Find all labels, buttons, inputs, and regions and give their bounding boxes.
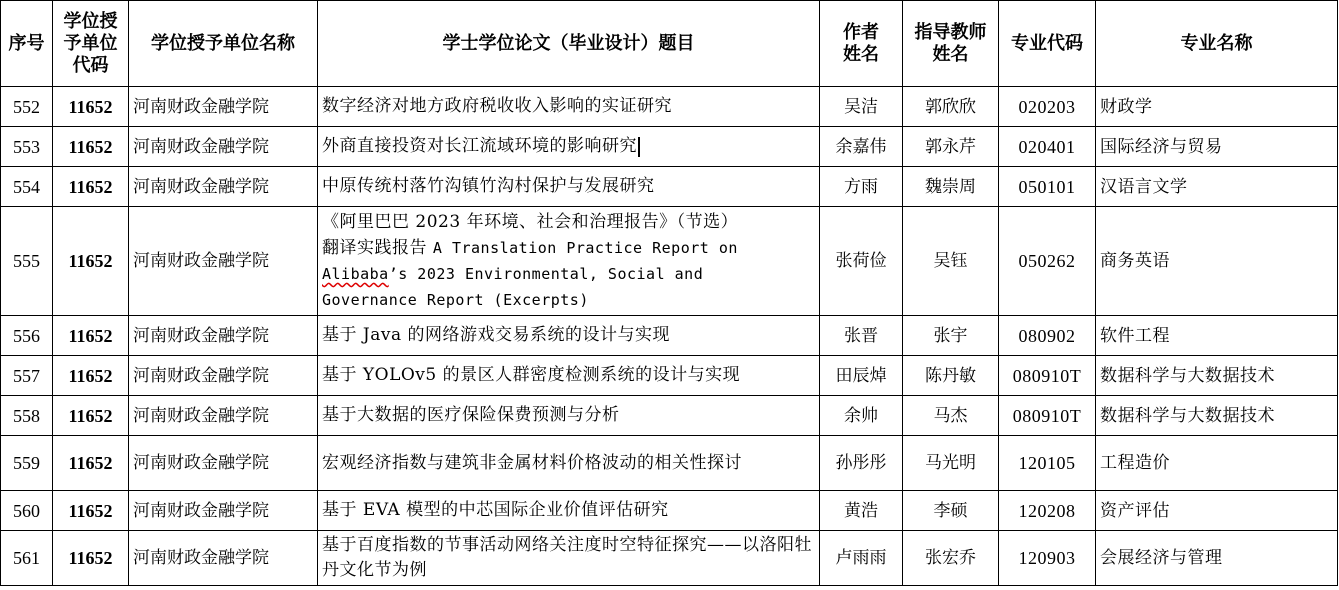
header-seq: 序号 (1, 1, 53, 87)
table-row (1, 396, 1338, 436)
cell-advisor: 郭欣欣 (903, 87, 999, 127)
header-thesis-title: 学士学位论文（毕业设计）题目 (318, 1, 820, 87)
cell-unit-code: 11652 (53, 87, 129, 127)
cell-unit-name: 河南财政金融学院 (129, 167, 318, 207)
cell-author: 卢雨雨 (820, 531, 903, 586)
header-major-name: 专业名称 (1096, 1, 1338, 87)
cell-major-code: 080910T (999, 356, 1096, 396)
cell-seq: 555 (1, 207, 53, 316)
cell-title (318, 207, 820, 316)
cell-title: 数字经济对地方政府税收收入影响的实证研究 (318, 87, 820, 127)
cell-unit-code: 11652 (53, 316, 129, 356)
table-row (1, 87, 1338, 127)
cell-major-name: 商务英语 (1096, 207, 1338, 316)
cell-unit-name: 河南财政金融学院 (129, 491, 318, 531)
table-row (1, 127, 1338, 167)
cell-unit-code: 11652 (53, 436, 129, 491)
cell-advisor: 陈丹敏 (903, 356, 999, 396)
cell-unit-code: 11652 (53, 167, 129, 207)
cell-title: 基于 Java 的网络游戏交易系统的设计与实现 (318, 316, 820, 356)
table-row (1, 436, 1338, 491)
cell-major-name: 软件工程 (1096, 316, 1338, 356)
title-line (322, 261, 815, 287)
cell-seq: 558 (1, 396, 53, 436)
cell-author: 黄浩 (820, 491, 903, 531)
cell-unit-name: 河南财政金融学院 (129, 316, 318, 356)
cell-unit-code: 11652 (53, 356, 129, 396)
cell-unit-name: 河南财政金融学院 (129, 396, 318, 436)
cell-seq: 552 (1, 87, 53, 127)
cell-seq: 561 (1, 531, 53, 586)
title-line-en: A Translation Practice Report on (432, 239, 738, 257)
cell-title: 基于 YOLOv5 的景区人群密度检测系统的设计与实现 (318, 356, 820, 396)
header-major-code: 专业代码 (999, 1, 1096, 87)
cell-title: 宏观经济指数与建筑非金属材料价格波动的相关性探讨 (318, 436, 820, 491)
cell-unit-code: 11652 (53, 491, 129, 531)
header-row (1, 1, 1338, 87)
cell-unit-code: 11652 (53, 396, 129, 436)
table-row (1, 491, 1338, 531)
cell-unit-code: 11652 (53, 207, 129, 316)
header-advisor: 指导教师姓名 (903, 1, 999, 87)
cell-major-code: 020401 (999, 127, 1096, 167)
cell-seq: 559 (1, 436, 53, 491)
cell-major-code: 050101 (999, 167, 1096, 207)
cell-seq: 554 (1, 167, 53, 207)
cell-title: 中原传统村落竹沟镇竹沟村保护与发展研究 (318, 167, 820, 207)
cell-author: 田辰焯 (820, 356, 903, 396)
cell-major-code: 080902 (999, 316, 1096, 356)
cell-title: 基于 EVA 模型的中芯国际企业价值评估研究 (318, 491, 820, 531)
table-row (1, 356, 1338, 396)
cell-unit-name: 河南财政金融学院 (129, 207, 318, 316)
cell-advisor: 张宏乔 (903, 531, 999, 586)
header-author: 作者姓名 (820, 1, 903, 87)
cell-advisor: 马光明 (903, 436, 999, 491)
cell-seq: 557 (1, 356, 53, 396)
cell-major-code: 020203 (999, 87, 1096, 127)
cell-unit-name: 河南财政金融学院 (129, 356, 318, 396)
spellcheck-word: Alibaba (322, 265, 389, 283)
cell-title-text: 外商直接投资对长江流域环境的影响研究 (322, 136, 637, 156)
cell-author: 余嘉伟 (820, 127, 903, 167)
cell-major-code: 080910T (999, 396, 1096, 436)
cell-advisor: 张宇 (903, 316, 999, 356)
cell-major-name: 汉语言文学 (1096, 167, 1338, 207)
table-row (1, 167, 1338, 207)
cell-major-name: 财政学 (1096, 87, 1338, 127)
cell-seq: 560 (1, 491, 53, 531)
cell-author: 吴洁 (820, 87, 903, 127)
table-row (1, 316, 1338, 356)
title-line (322, 235, 815, 261)
title-line-en: ’s 2023 Environmental, Social and (388, 265, 704, 283)
table-row (1, 531, 1338, 586)
cell-author: 余帅 (820, 396, 903, 436)
cell-unit-name: 河南财政金融学院 (129, 436, 318, 491)
cell-author: 张荷俭 (820, 207, 903, 316)
cell-author: 孙彤彤 (820, 436, 903, 491)
title-line-cn: 翻译实践报告 (322, 238, 433, 258)
cell-unit-code: 11652 (53, 127, 129, 167)
cell-advisor: 吴钰 (903, 207, 999, 316)
table-row (1, 207, 1338, 316)
cell-unit-name: 河南财政金融学院 (129, 531, 318, 586)
cell-major-name: 会展经济与管理 (1096, 531, 1338, 586)
cell-advisor: 魏崇周 (903, 167, 999, 207)
title-line: 《阿里巴巴 2023 年环境、社会和治理报告》（节选） (322, 212, 739, 232)
cell-major-name: 工程造价 (1096, 436, 1338, 491)
cell-seq: 556 (1, 316, 53, 356)
cell-major-code: 120208 (999, 491, 1096, 531)
cell-title: 基于大数据的医疗保险保费预测与分析 (318, 396, 820, 436)
cell-advisor: 郭永芹 (903, 127, 999, 167)
header-unit-name: 学位授予单位名称 (129, 1, 318, 87)
cell-author: 张晋 (820, 316, 903, 356)
text-cursor (638, 137, 640, 157)
cell-major-name: 国际经济与贸易 (1096, 127, 1338, 167)
cell-major-code: 120105 (999, 436, 1096, 491)
cell-title: 基于百度指数的节事活动网络关注度时空特征探究——以洛阳牡丹文化节为例 (318, 531, 820, 586)
cell-major-code: 120903 (999, 531, 1096, 586)
header-unit-code: 学位授予单位代码 (53, 1, 129, 87)
cell-unit-code: 11652 (53, 531, 129, 586)
cell-major-name: 数据科学与大数据技术 (1096, 356, 1338, 396)
title-line: Governance Report (Excerpts) (322, 291, 589, 309)
cell-seq: 553 (1, 127, 53, 167)
cell-advisor: 李硕 (903, 491, 999, 531)
cell-advisor: 马杰 (903, 396, 999, 436)
cell-major-code: 050262 (999, 207, 1096, 316)
cell-unit-name: 河南财政金融学院 (129, 127, 318, 167)
cell-unit-name: 河南财政金融学院 (129, 87, 318, 127)
cell-major-name: 数据科学与大数据技术 (1096, 396, 1338, 436)
cell-major-name: 资产评估 (1096, 491, 1338, 531)
cell-title[interactable] (318, 127, 820, 167)
cell-author: 方雨 (820, 167, 903, 207)
